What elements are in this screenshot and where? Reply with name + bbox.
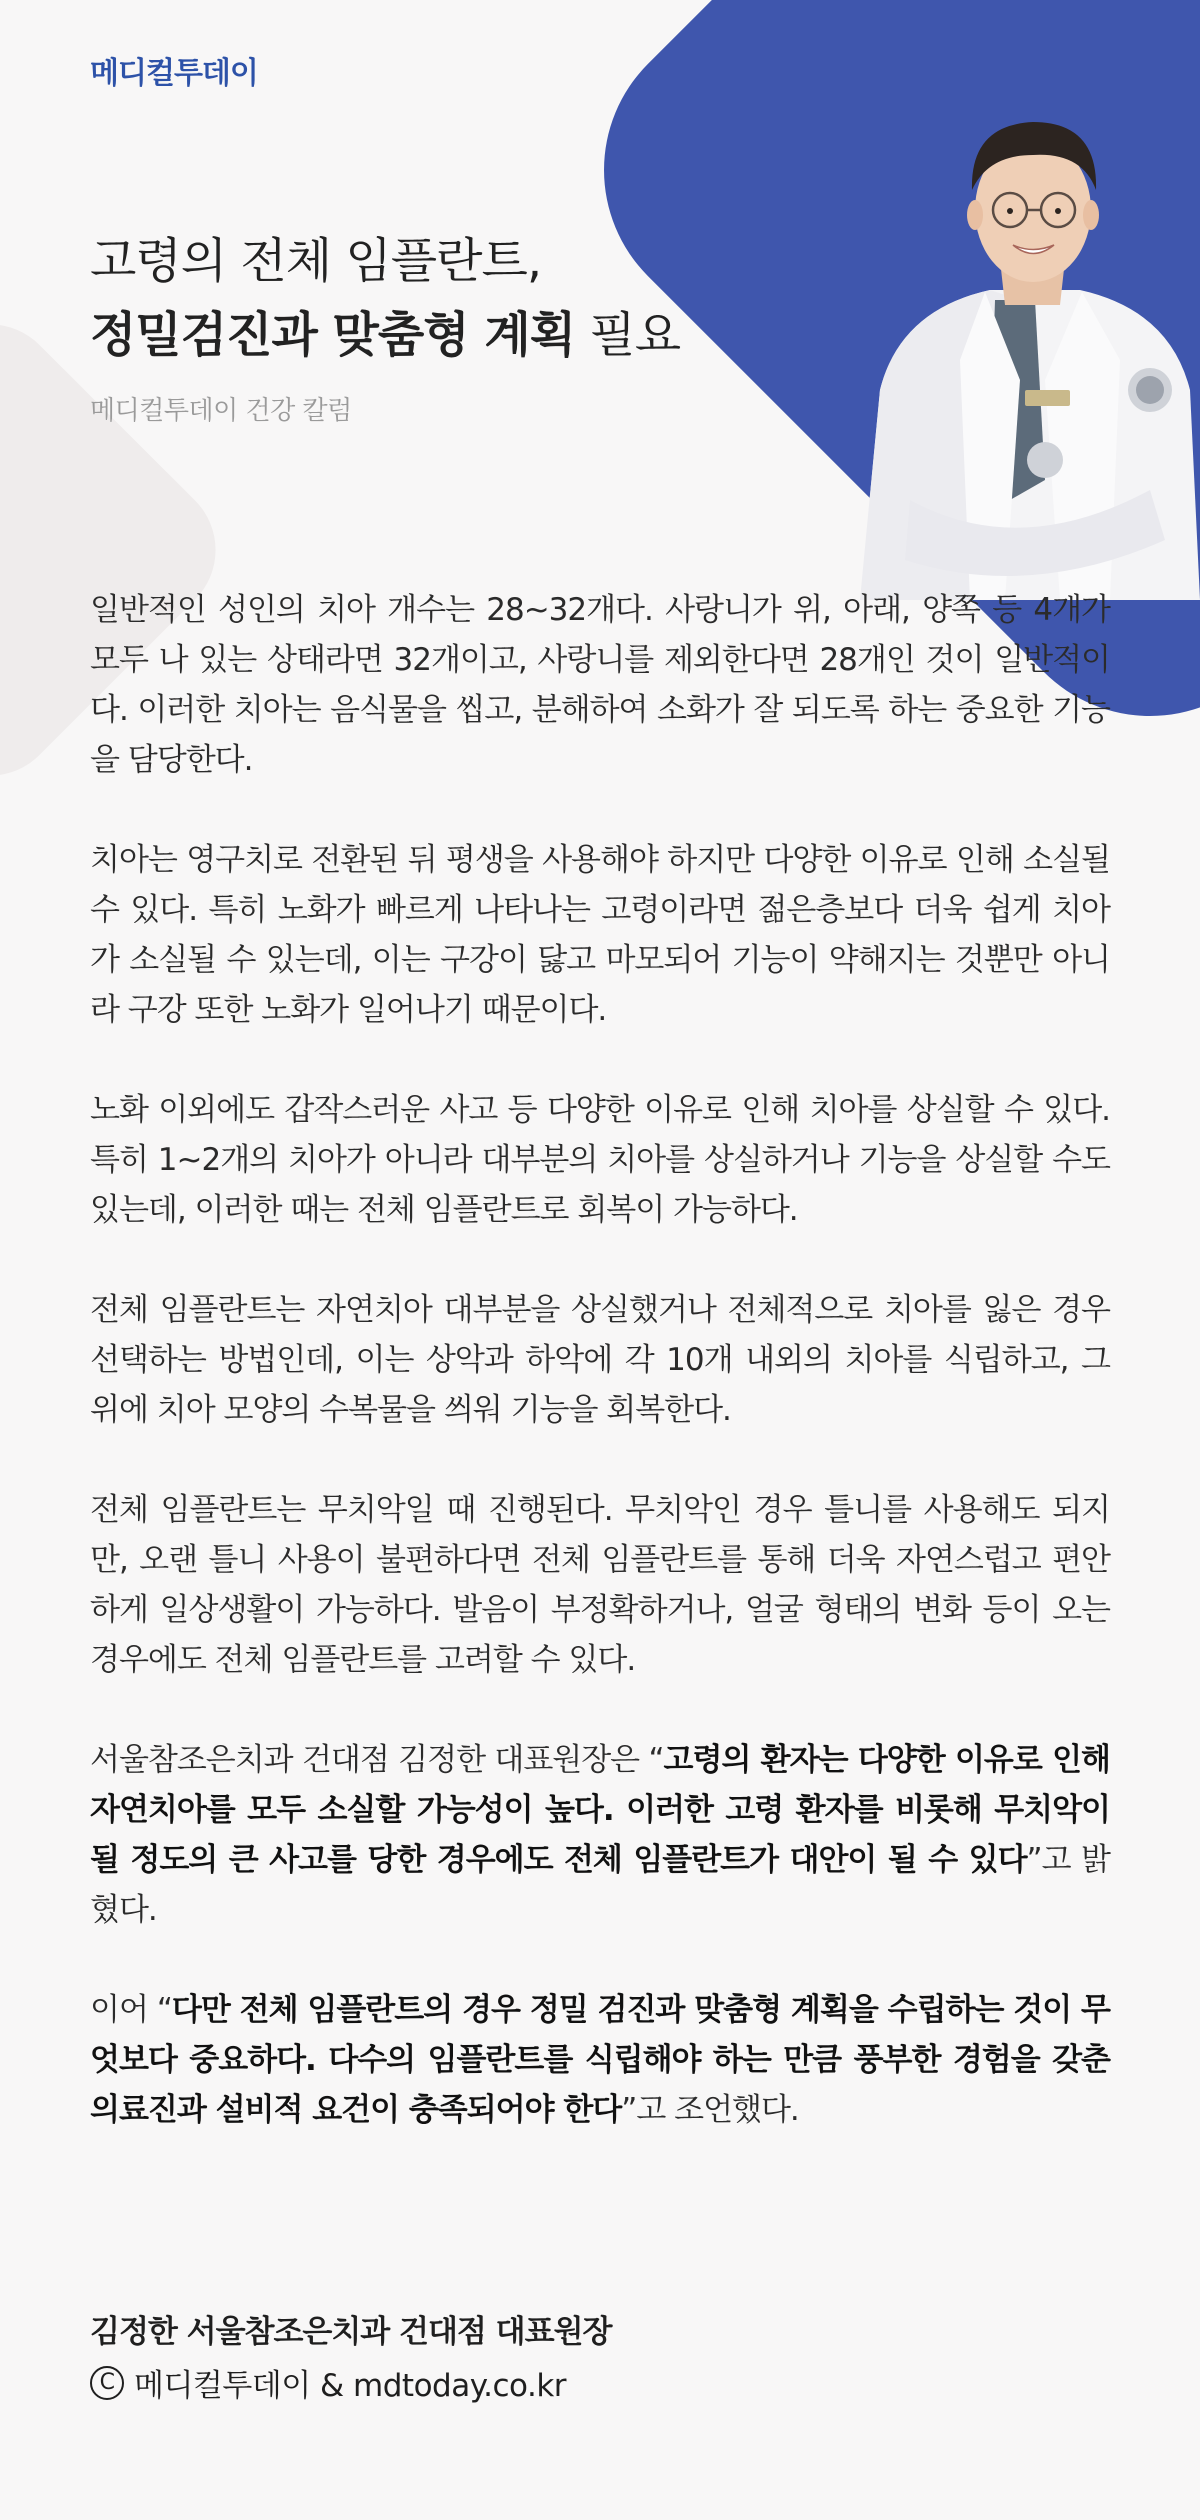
quote-intro: 서울참조은치과 건대점 김정한 대표원장은 “ [90,1742,664,1778]
quote-bold: 다만 전체 임플란트의 경우 정밀 검진과 맞춤형 계획을 수립하는 것이 무엇보다 중요하다. 다수의 임플란트를 식립해야 하는 만큼 풍부한 경험을 갖춘 의료진과 설비적 요건이 충족되어야 한다 [90,1992,1110,2128]
paragraph-4: 전체 임플란트는 자연치아 대부분을 상실했거나 전체적으로 치아를 잃은 경우 선택하는 방법인데, 이는 상악과 하악에 각 10개 내외의 치아를 식립하고, 그 위에 치아 모양의 수복물을 씌워 기능을 회복한다. [90,1292,1110,1428]
quote-bold: 고령의 환자는 다양한 이유로 인해 자연치아를 모두 소실할 가능성이 높다. 이러한 고령 환자를 비롯해 무치악이 될 정도의 큰 사고를 당한 경우에도 전체 임플란트가 대안이 될 수 있다 [90,1742,1110,1878]
quote-intro: 이어 “ [90,1992,172,2028]
quote-outro: ”고 밝혔다. [90,1842,1111,1928]
page-title-bold: 정밀검진과 맞춤형 계획 [90,307,576,363]
copyright-line [90,2360,566,2405]
paragraph-2: 치아는 영구치로 전환된 뒤 평생을 사용해야 하지만 다양한 이유로 인해 소실될 수 있다. 특히 노화가 빠르게 나타나는 고령이라면 젊은층보다 더욱 쉽게 치아가 소실될 수 있는데, 이는 구강이 닳고 마모되어 기능이 약해지는 것뿐만 아니라 구강 또한 노화가 일어나기 때문이다. [90,842,1110,1028]
copyright-text: 메디컬투데이 & mdtoday.co.kr [134,2368,567,2404]
page-title-line1: 고령의 전체 임플란트, [90,233,542,289]
page-subtitle: 메디컬투데이 건강 칼럼 [90,396,352,426]
paragraph-7 [90,1985,1110,2135]
paragraph-5: 전체 임플란트는 무치악일 때 진행된다. 무치악인 경우 틀니를 사용해도 되지만, 오랜 틀니 사용이 불편하다면 전체 임플란트를 통해 더욱 자연스럽고 편안하게 일상생활이 가능하다. 발음이 부정확하거나, 얼굴 형태의 변화 등이 오는 경우에도 전체 임플란트를 고려할 수 있다. [90,1492,1110,1678]
page-title-rest: 필요 [575,307,681,363]
doctor-photo [820,60,1200,600]
paragraph-3: 노화 이외에도 갑작스러운 사고 등 다양한 이유로 인해 치아를 상실할 수 있다. 특히 1~2개의 치아가 아니라 대부분의 치아를 상실하거나 기능을 상실할 수도 있는데, 이러한 때는 전체 임플란트로 회복이 가능하다. [90,1092,1110,1228]
quote-outro: ”고 조언했다. [621,2092,799,2128]
brand-logo: 메디컬투데이 [90,56,258,91]
page-title-line2 [90,296,680,365]
article-body [90,585,1110,2185]
paragraph-6 [90,1735,1110,1935]
author-credit: 김정한 서울참조은치과 건대점 대표원장 [90,2314,612,2350]
paragraph-1: 일반적인 성인의 치아 개수는 28~32개다. 사랑니가 위, 아래, 양쪽 등 4개가 모두 나 있는 상태라면 32개이고, 사랑니를 제외한다면 28개인 것이 일반적이다. 이러한 치아는 음식물을 씹고, 분해하여 소화가 잘 되도록 하는 중요한 기능을 담당한다. [90,592,1110,778]
copyright-icon: C [90,2366,124,2400]
